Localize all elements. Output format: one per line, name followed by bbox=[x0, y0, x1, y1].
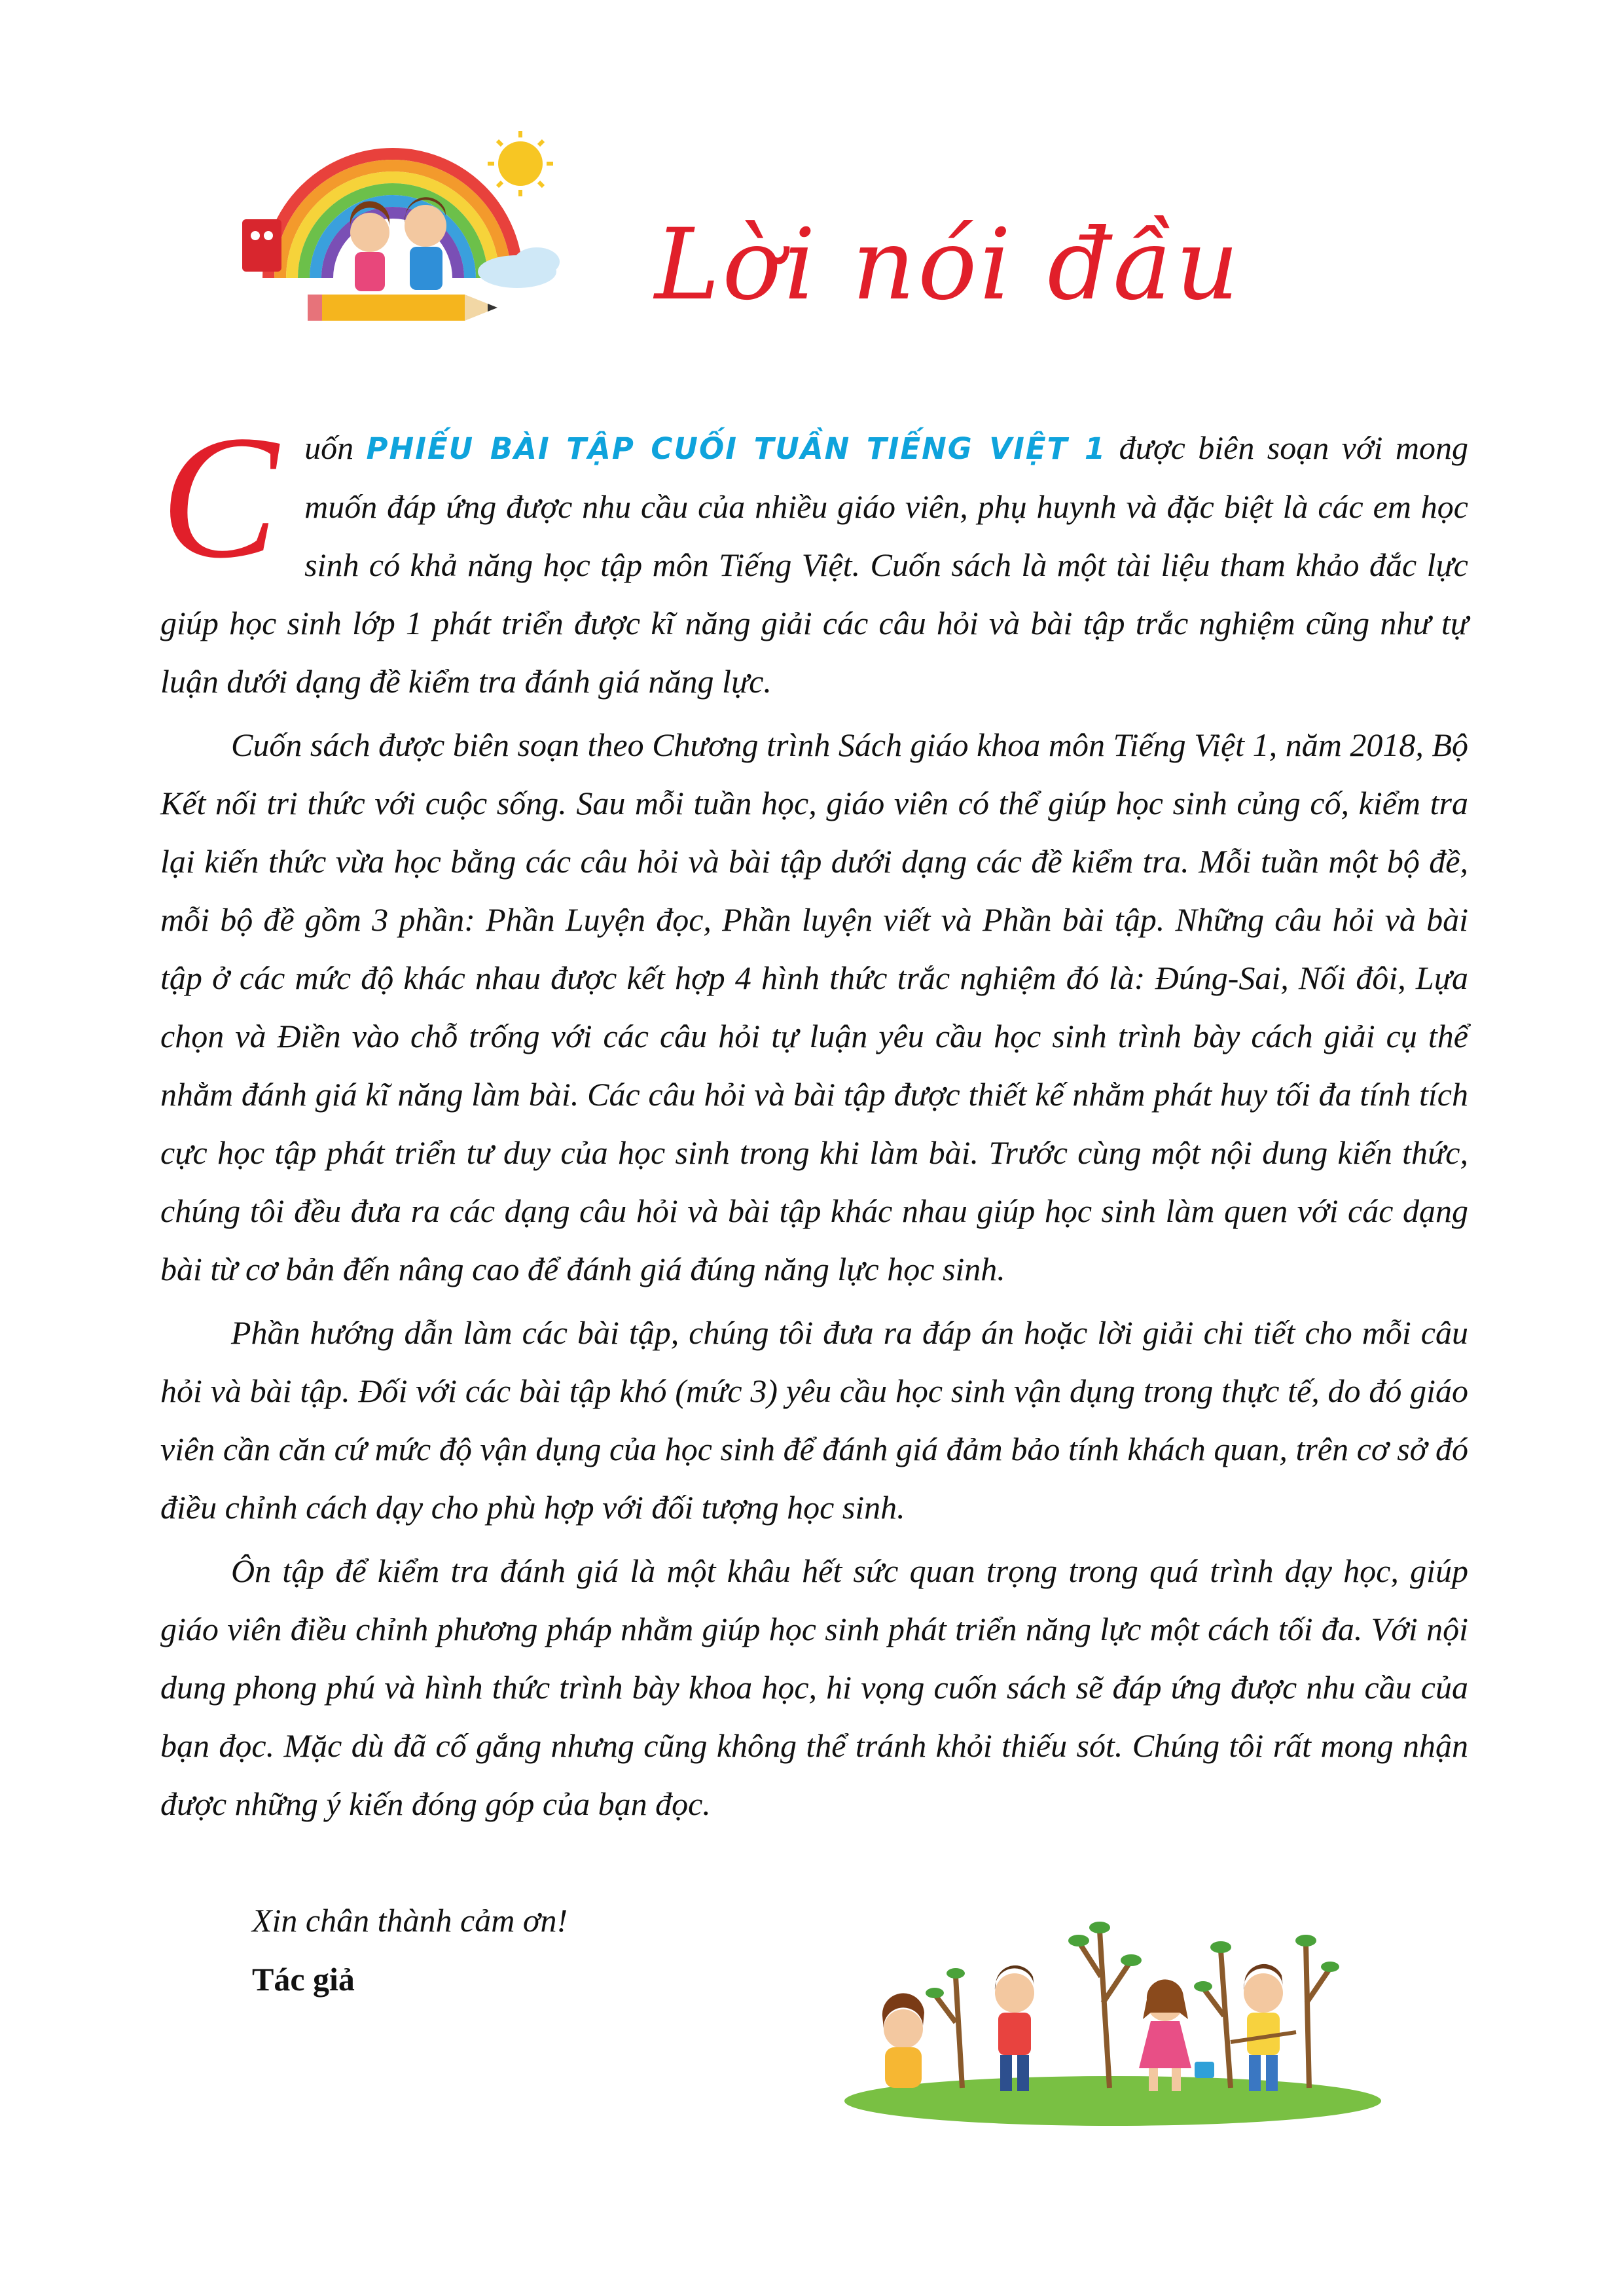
page-title: Lời nói đầu bbox=[655, 208, 1242, 322]
kids-planting-trees-illustration bbox=[838, 1872, 1388, 2127]
preface-body bbox=[160, 399, 1468, 1839]
closing-thanks: Xin chân thành cảm ơn! bbox=[252, 1902, 568, 1939]
rainbow-kids-pencil-illustration bbox=[229, 128, 569, 350]
paragraph-conclusion: Ôn tập để kiểm tra đánh giá là một khâu hết sức quan trọng trong quá trình dạy học, giúp giáo viên điều chỉnh phương pháp nhằm giúp học sinh phát triển năng lực một cách tối đa. Với nội dung phong phú và hình thức trình bày khoa học, hi vọng cuốn sách sẽ đáp ứng được nhu cầu của bạn đọc. Mặc dù đã cố gắng nhưng cũng không thể tránh khỏi thiếu sót. Chúng tôi rất mong nhận được những ý kiến đóng góp của bạn đọc. bbox=[160, 1552, 1468, 1822]
intro-text-after: được biên soạn với mong muốn đáp ứng được nhu cầu của nhiều giáo viên, phụ huynh và đặc biệt là các em học sinh có khả năng học tập môn Tiếng Việt. Cuốn sách là một tài liệu tham khảo đắc lực giúp học sinh lớp 1 phát triển được kĩ năng giải các câu hỏi và bài tập trắc nghiệm cũng như tự luận dưới dạng đề kiểm tra đánh giá năng lực. bbox=[160, 429, 1468, 700]
intro-paragraph bbox=[160, 399, 1468, 711]
paragraph-guidance: Phần hướng dẫn làm các bài tập, chúng tôi đưa ra đáp án hoặc lời giải chi tiết cho mỗi câu hỏi và bài tập. Đối với các bài tập khó (mức 3) yêu cầu học sinh vận dụng trong thực tế, do đó giáo viên cần căn cứ mức độ vận dụng của học sinh để đánh giá đảm bảo tính khách quan, trên cơ sở đó điều chỉnh cách dạy cho phù hợp với đối tượng học sinh. bbox=[160, 1314, 1468, 1526]
paragraph-content: Cuốn sách được biên soạn theo Chương trình Sách giáo khoa môn Tiếng Việt 1, năm 2018, Bộ Kết nối tri thức với cuộc sống. Sau mỗi tuần học, giáo viên có thể giúp học sinh củng cố, kiểm tra lại kiến thức vừa học bằng các câu hỏi và bài tập dưới dạng các đề kiểm tra. Mỗi tuần một bộ đề, mỗi bộ đề gồm 3 phần: Phần Luyện đọc, Phần luyện viết và Phần bài tập. Những câu hỏi và bài tập ở các mức độ khác nhau được kết hợp 4 hình thức trắc nghiệm đó là: Đúng-Sai, Nối đôi, Lựa chọn và Điền vào chỗ trống với các câu hỏi tự luận yêu cầu học sinh trình bày cách giải cụ thể nhằm đánh giá kĩ năng làm bài. Các câu hỏi và bài tập được thiết kế nhằm phát huy tối đa tính tích cực học tập phát triển tư duy của học sinh trong khi làm bài. Trước cùng một nội dung kiến thức, chúng tôi đều đưa ra các dạng câu hỏi và bài tập khác nhau giúp học sinh làm quen với các dạng bài từ cơ bản đến nâng cao để đánh giá đúng năng lực học sinh. bbox=[160, 726, 1468, 1287]
dropcap-letter: C bbox=[160, 399, 279, 595]
author-signature: Tác giả bbox=[252, 1961, 355, 1998]
book-title-highlight: PHIẾU BÀI TẬP CUỐI TUẦN TIẾNG VIỆT 1 bbox=[366, 431, 1107, 466]
intro-text-before: uốn bbox=[304, 429, 367, 466]
